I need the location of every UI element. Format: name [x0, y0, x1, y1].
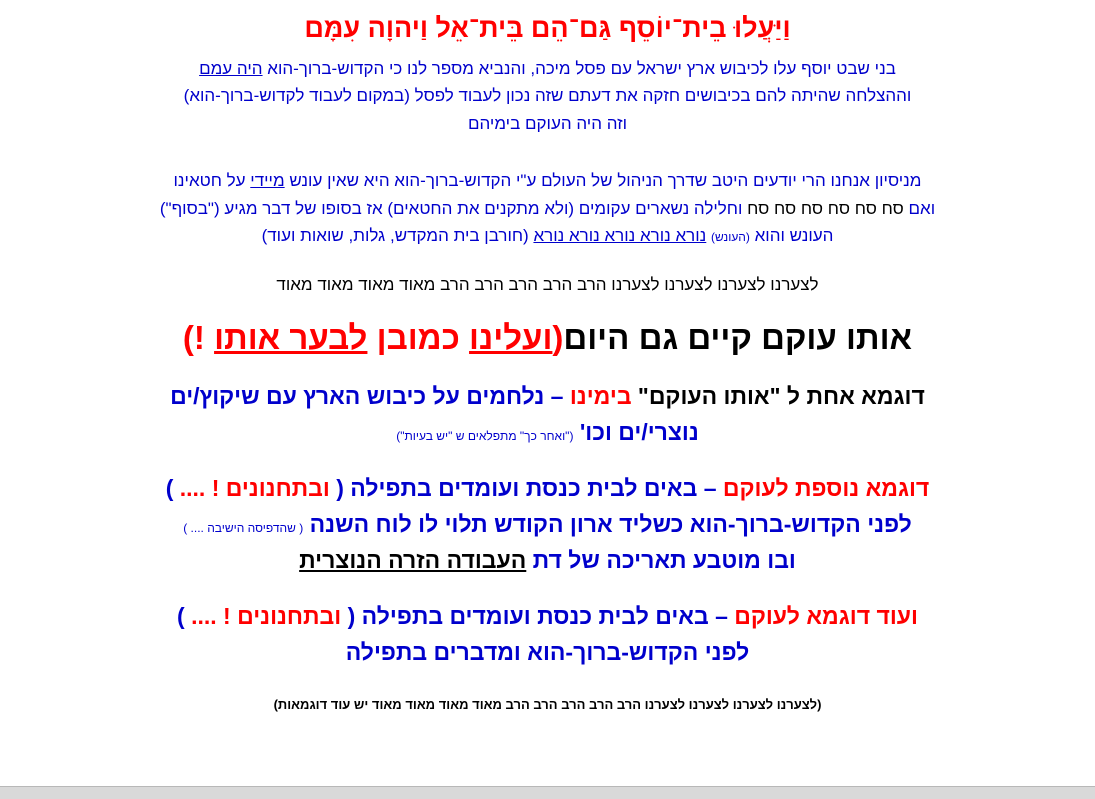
- example-two: [14, 472, 1081, 578]
- example-one-line-1-red: בימינו: [569, 383, 632, 409]
- second-line-1-text-b: על חטאינו: [173, 171, 251, 191]
- headline-red-close: !): [182, 318, 215, 356]
- intro-line-1-underlined: היה עמם: [199, 58, 263, 78]
- second-line-1: [14, 168, 1081, 194]
- second-line-2: [14, 196, 1081, 222]
- headline-red-underlined-2: לבער אותו: [214, 318, 368, 356]
- tzaarenu-line: לצערנו לצערנו לצערנו לצערנו הרב הרב הרב הרב הרב מאוד מאוד מאוד מאוד: [276, 274, 819, 294]
- example-one: [14, 380, 1081, 450]
- intro-line-3: וזה היה העוקם בימיהם: [467, 113, 628, 133]
- example-two-line-1: [14, 472, 1081, 505]
- example-two-line-1-blue: – באים לבית כנסת ועומדים בתפילה (: [329, 474, 723, 501]
- example-three-line-1-red: ועוד דוגמא לעוקם: [734, 602, 918, 629]
- example-one-line-2-blue: נוצרי/ים וכו': [573, 419, 699, 446]
- second-line-3-underlined: נורא נורא נורא נורא נורא: [533, 226, 707, 246]
- example-two-line-3-underlined: העבודה הזרה הנוצרית: [299, 547, 527, 574]
- example-one-line-1-black: דוגמא אחת ל "אותו העוקם": [631, 383, 925, 409]
- example-two-line-1-red: דוגמא נוספת לעוקם: [722, 474, 930, 501]
- spacer-after-second: [14, 251, 1081, 269]
- example-three: [14, 600, 1081, 670]
- example-three-line-1-blue: – באים לבית כנסת ועומדים בתפילה (: [341, 602, 735, 629]
- headline-red-open: (: [552, 318, 564, 356]
- second-line-2-emphasis: סח סח סח סח סח סח: [747, 198, 904, 218]
- second-line-1-underlined: מיידי: [250, 171, 285, 191]
- example-one-line-2: [14, 416, 1081, 449]
- intro-line-2: וההצלחה שהיתה להם בכיבושים חזקה את דעתם שזה נכון לעבוד לפסל (במקום לעבוד לקדוש-ברוך-הוא): [183, 86, 912, 106]
- example-three-line-1-red-2: ובתחנונים ! ....: [191, 602, 342, 629]
- example-one-line-1-blue: – נלחמים על כיבוש הארץ עם שיקוץ/ים: [170, 383, 570, 409]
- example-two-line-2: [14, 508, 1081, 541]
- second-line-3-text-a: העונש והוא: [749, 226, 834, 246]
- footnote: (לצערנו לצערנו לצערנו לצערנו הרב הרב הרב הרב הרב מאוד מאוד מאוד מאוד יש עוד דוגמאות): [273, 697, 822, 713]
- example-two-line-2-note: ( שהדפיסה הישיבה .... ): [183, 521, 304, 536]
- example-two-line-1-red-2: ובתחנונים ! ....: [179, 474, 330, 501]
- spacer-before-headline: [14, 301, 1081, 311]
- example-three-line-1-blue-2: ): [177, 602, 192, 629]
- example-two-line-1-blue-2: ): [165, 474, 180, 501]
- intro-line-1: [14, 56, 1081, 82]
- example-one-line-1: [14, 380, 1081, 413]
- example-three-line-2-blue: לפני הקדוש-ברוך-הוא ומדברים בתפילה: [345, 639, 750, 666]
- example-one-line-2-note: ("ואחר כך" מתפלאים ש "יש בעיות"): [396, 429, 574, 444]
- example-three-line-1: [14, 600, 1081, 633]
- page-title: וַיַּעֲלוּ בֵית־יוֹסֵף גַּם־הֵם בֵּית־אֵל וַיהוָה עִמָּם: [304, 13, 791, 43]
- spacer-after-intro: [14, 138, 1081, 168]
- second-line-3-note: (העונש): [711, 230, 750, 245]
- example-two-line-3: [14, 544, 1081, 577]
- headline: [14, 317, 1081, 358]
- example-three-line-2: [14, 636, 1081, 669]
- headline-black: אותו עוקם קיים גם היום: [563, 318, 913, 356]
- example-two-line-3-blue: ובו מוטבע תאריכה של דת: [526, 547, 796, 574]
- bottom-scrollbar[interactable]: [0, 786, 1095, 799]
- second-line-3-text-b: (חורבן בית המקדש, גלות, שואות ועוד): [261, 226, 534, 246]
- example-two-line-2-blue: לפני הקדוש-ברוך-הוא כשליד ארון הקודש תלוי לו לוח השנה: [303, 511, 912, 538]
- second-line-3: [14, 223, 1081, 249]
- intro-line-1-text: בני שבט יוסף עלו לכיבוש ארץ ישראל עם פסל מיכה, והנביא מספר לנו כי הקדוש-ברוך-הוא: [262, 58, 896, 78]
- second-line-2-text-b: וחלילה נשארים עקומים (ולא מתקנים את החטאים) אז בסופו של דבר מגיע ("בסוף"): [159, 198, 748, 218]
- second-line-1-text-a: מניסיון אנחנו הרי יודעים היטב שדרך הניהול של העולם ע"י הקדוש-ברוך-הוא היא שאין עונש: [284, 171, 922, 191]
- headline-red-underlined-1: ועלינו: [469, 318, 553, 356]
- second-line-2-text-a: ואם: [903, 198, 936, 218]
- headline-red-mid: כמובן: [367, 318, 470, 356]
